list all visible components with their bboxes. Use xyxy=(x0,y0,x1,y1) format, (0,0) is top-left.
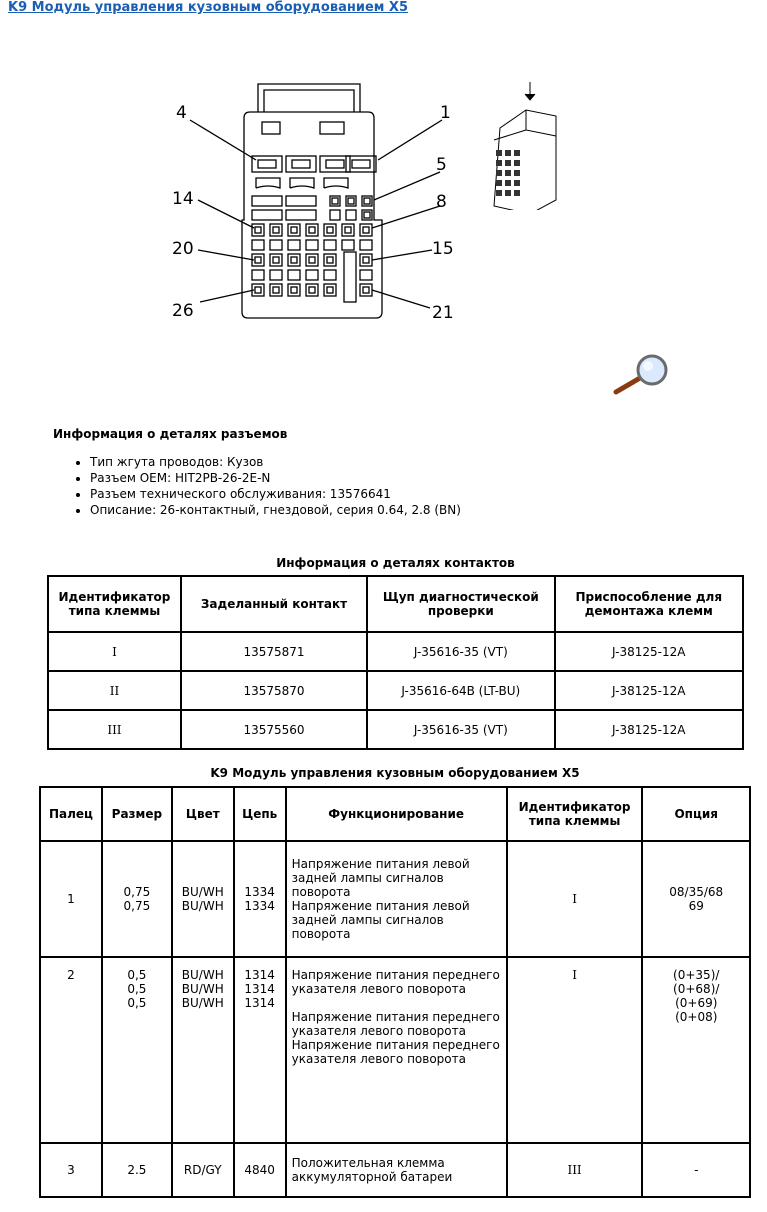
table-cell: J-35616-35 (VT) xyxy=(367,632,554,671)
pin-callout-1: 1 xyxy=(440,103,451,123)
pin-callout-26: 26 xyxy=(172,301,194,321)
table-cell: 13575870 xyxy=(181,671,367,710)
size-value: 0,75 xyxy=(123,885,151,899)
column-header: Палец xyxy=(40,787,102,841)
pin-callout-14: 14 xyxy=(172,189,194,209)
circuit-value: 1314 xyxy=(244,968,275,982)
option-value: (0+69) xyxy=(675,996,718,1010)
connector-info-list xyxy=(76,454,461,518)
pinout-caption: K9 Модуль управления кузовным оборудованием X5 xyxy=(210,766,580,780)
list-item: • Описание: 26-контактный, гнездовой, серия 0.64, 2.8 (BN) xyxy=(90,502,461,518)
table-row xyxy=(48,671,743,710)
pin-number: 1 xyxy=(40,841,102,957)
circuit xyxy=(234,957,286,1143)
terminal-type: I xyxy=(507,841,643,957)
terminal-type: I xyxy=(507,957,643,1143)
option-value: - xyxy=(694,1163,699,1177)
column-header: Приспособление для демонтажа клемм xyxy=(555,576,743,632)
option xyxy=(642,841,750,957)
size-value: 0,5 xyxy=(127,982,147,996)
terminal-type: III xyxy=(507,1143,643,1197)
list-item: • Разъем технического обслуживания: 13576641 xyxy=(90,486,461,502)
option xyxy=(642,1143,750,1197)
pin-callout-5: 5 xyxy=(436,155,447,175)
circuit xyxy=(234,841,286,957)
circuit-value: 4840 xyxy=(244,1163,275,1177)
column-header: Идентификатор типа клеммы xyxy=(507,787,643,841)
function-text: Положительная клемма аккумуляторной батареи xyxy=(291,1156,453,1184)
function-text: Напряжение питания переднего указателя левого поворота xyxy=(291,1010,500,1038)
size-value: 0,5 xyxy=(127,968,147,982)
table-cell: J-38125-12A xyxy=(555,671,743,710)
pin-callout-20: 20 xyxy=(172,239,194,259)
table-cell: 13575560 xyxy=(181,710,367,749)
function-text: Напряжение питания переднего указателя левого поворота xyxy=(291,1038,500,1066)
page-title-link[interactable]: K9 Модуль управления кузовным оборудованием X5 xyxy=(8,0,408,15)
table-cell: J-35616-35 (VT) xyxy=(367,710,554,749)
size-value: 2.5 xyxy=(127,1163,147,1177)
color-value: BU/WH xyxy=(181,982,224,996)
table-header-row xyxy=(40,787,750,841)
wire-size xyxy=(102,1143,172,1197)
table-row xyxy=(40,841,750,957)
function-description xyxy=(286,841,507,957)
list-item: • Разъем OEM: HIT2PB-26-2E-N xyxy=(90,470,461,486)
function-description xyxy=(286,1143,507,1197)
table-cell: III xyxy=(48,710,181,749)
wire-color xyxy=(172,957,234,1143)
table-cell: 13575871 xyxy=(181,632,367,671)
column-header: Заделанный контакт xyxy=(181,576,367,632)
table-header-row xyxy=(48,576,743,632)
table-row xyxy=(48,710,743,749)
wire-size xyxy=(102,957,172,1143)
column-header: Цвет xyxy=(172,787,234,841)
table-row xyxy=(40,957,750,1143)
table-row xyxy=(48,632,743,671)
connector-face-diagram xyxy=(160,70,480,340)
option-value: 08/35/68 xyxy=(669,885,724,899)
wire-color xyxy=(172,841,234,957)
function-description xyxy=(286,957,507,1143)
connector-info-heading: Информация о деталях разъемов xyxy=(53,427,288,441)
pin-number: 3 xyxy=(40,1143,102,1197)
function-text: Напряжение питания переднего указателя левого поворота xyxy=(291,968,500,996)
function-text: Напряжение питания левой задней лампы сигналов поворота xyxy=(291,857,470,899)
column-header: Функционирование xyxy=(286,787,507,841)
list-item: • Тип жгута проводов: Кузов xyxy=(90,454,461,470)
column-header: Идентификатор типа клеммы xyxy=(48,576,181,632)
color-value: RD/GY xyxy=(183,1163,222,1177)
column-header: Опция xyxy=(642,787,750,841)
wire-size xyxy=(102,841,172,957)
pin-callout-15: 15 xyxy=(432,239,454,259)
circuit-value: 1314 xyxy=(244,996,275,1010)
pin-callout-8: 8 xyxy=(436,192,447,212)
pinout-table xyxy=(39,786,751,1198)
column-header: Размер xyxy=(102,787,172,841)
option-value: 69 xyxy=(688,899,704,913)
terminal-info-caption: Информация о деталях контактов xyxy=(276,556,515,570)
color-value: BU/WH xyxy=(181,996,224,1010)
table-cell: I xyxy=(48,632,181,671)
option-value: (0+35)/ xyxy=(673,968,720,982)
size-value: 0,75 xyxy=(123,899,151,913)
table-cell: J-38125-12A xyxy=(555,710,743,749)
pin-callout-21: 21 xyxy=(432,303,454,323)
color-value: BU/WH xyxy=(181,885,224,899)
circuit-value: 1314 xyxy=(244,982,275,996)
connector-isometric-icon xyxy=(480,80,560,210)
circuit-value: 1334 xyxy=(244,885,275,899)
pin-callout-4: 4 xyxy=(176,103,187,123)
column-header: Цепь xyxy=(234,787,286,841)
pin-number: 2 xyxy=(40,957,102,1143)
table-cell: J-38125-12A xyxy=(555,632,743,671)
color-value: BU/WH xyxy=(181,899,224,913)
option xyxy=(642,957,750,1143)
size-value: 0,5 xyxy=(127,996,147,1010)
option-value: (0+68)/ xyxy=(673,982,720,996)
magnifier-icon[interactable] xyxy=(610,352,672,398)
circuit-value: 1334 xyxy=(244,899,275,913)
color-value: BU/WH xyxy=(181,968,224,982)
function-text: Напряжение питания левой задней лампы сигналов поворота xyxy=(291,899,470,941)
table-row xyxy=(40,1143,750,1197)
table-cell: II xyxy=(48,671,181,710)
terminal-info-table xyxy=(47,575,744,750)
table-cell: J-35616-64B (LT-BU) xyxy=(367,671,554,710)
circuit xyxy=(234,1143,286,1197)
wire-color xyxy=(172,1143,234,1197)
option-value: (0+08) xyxy=(675,1010,718,1024)
column-header: Щуп диагностической проверки xyxy=(367,576,554,632)
